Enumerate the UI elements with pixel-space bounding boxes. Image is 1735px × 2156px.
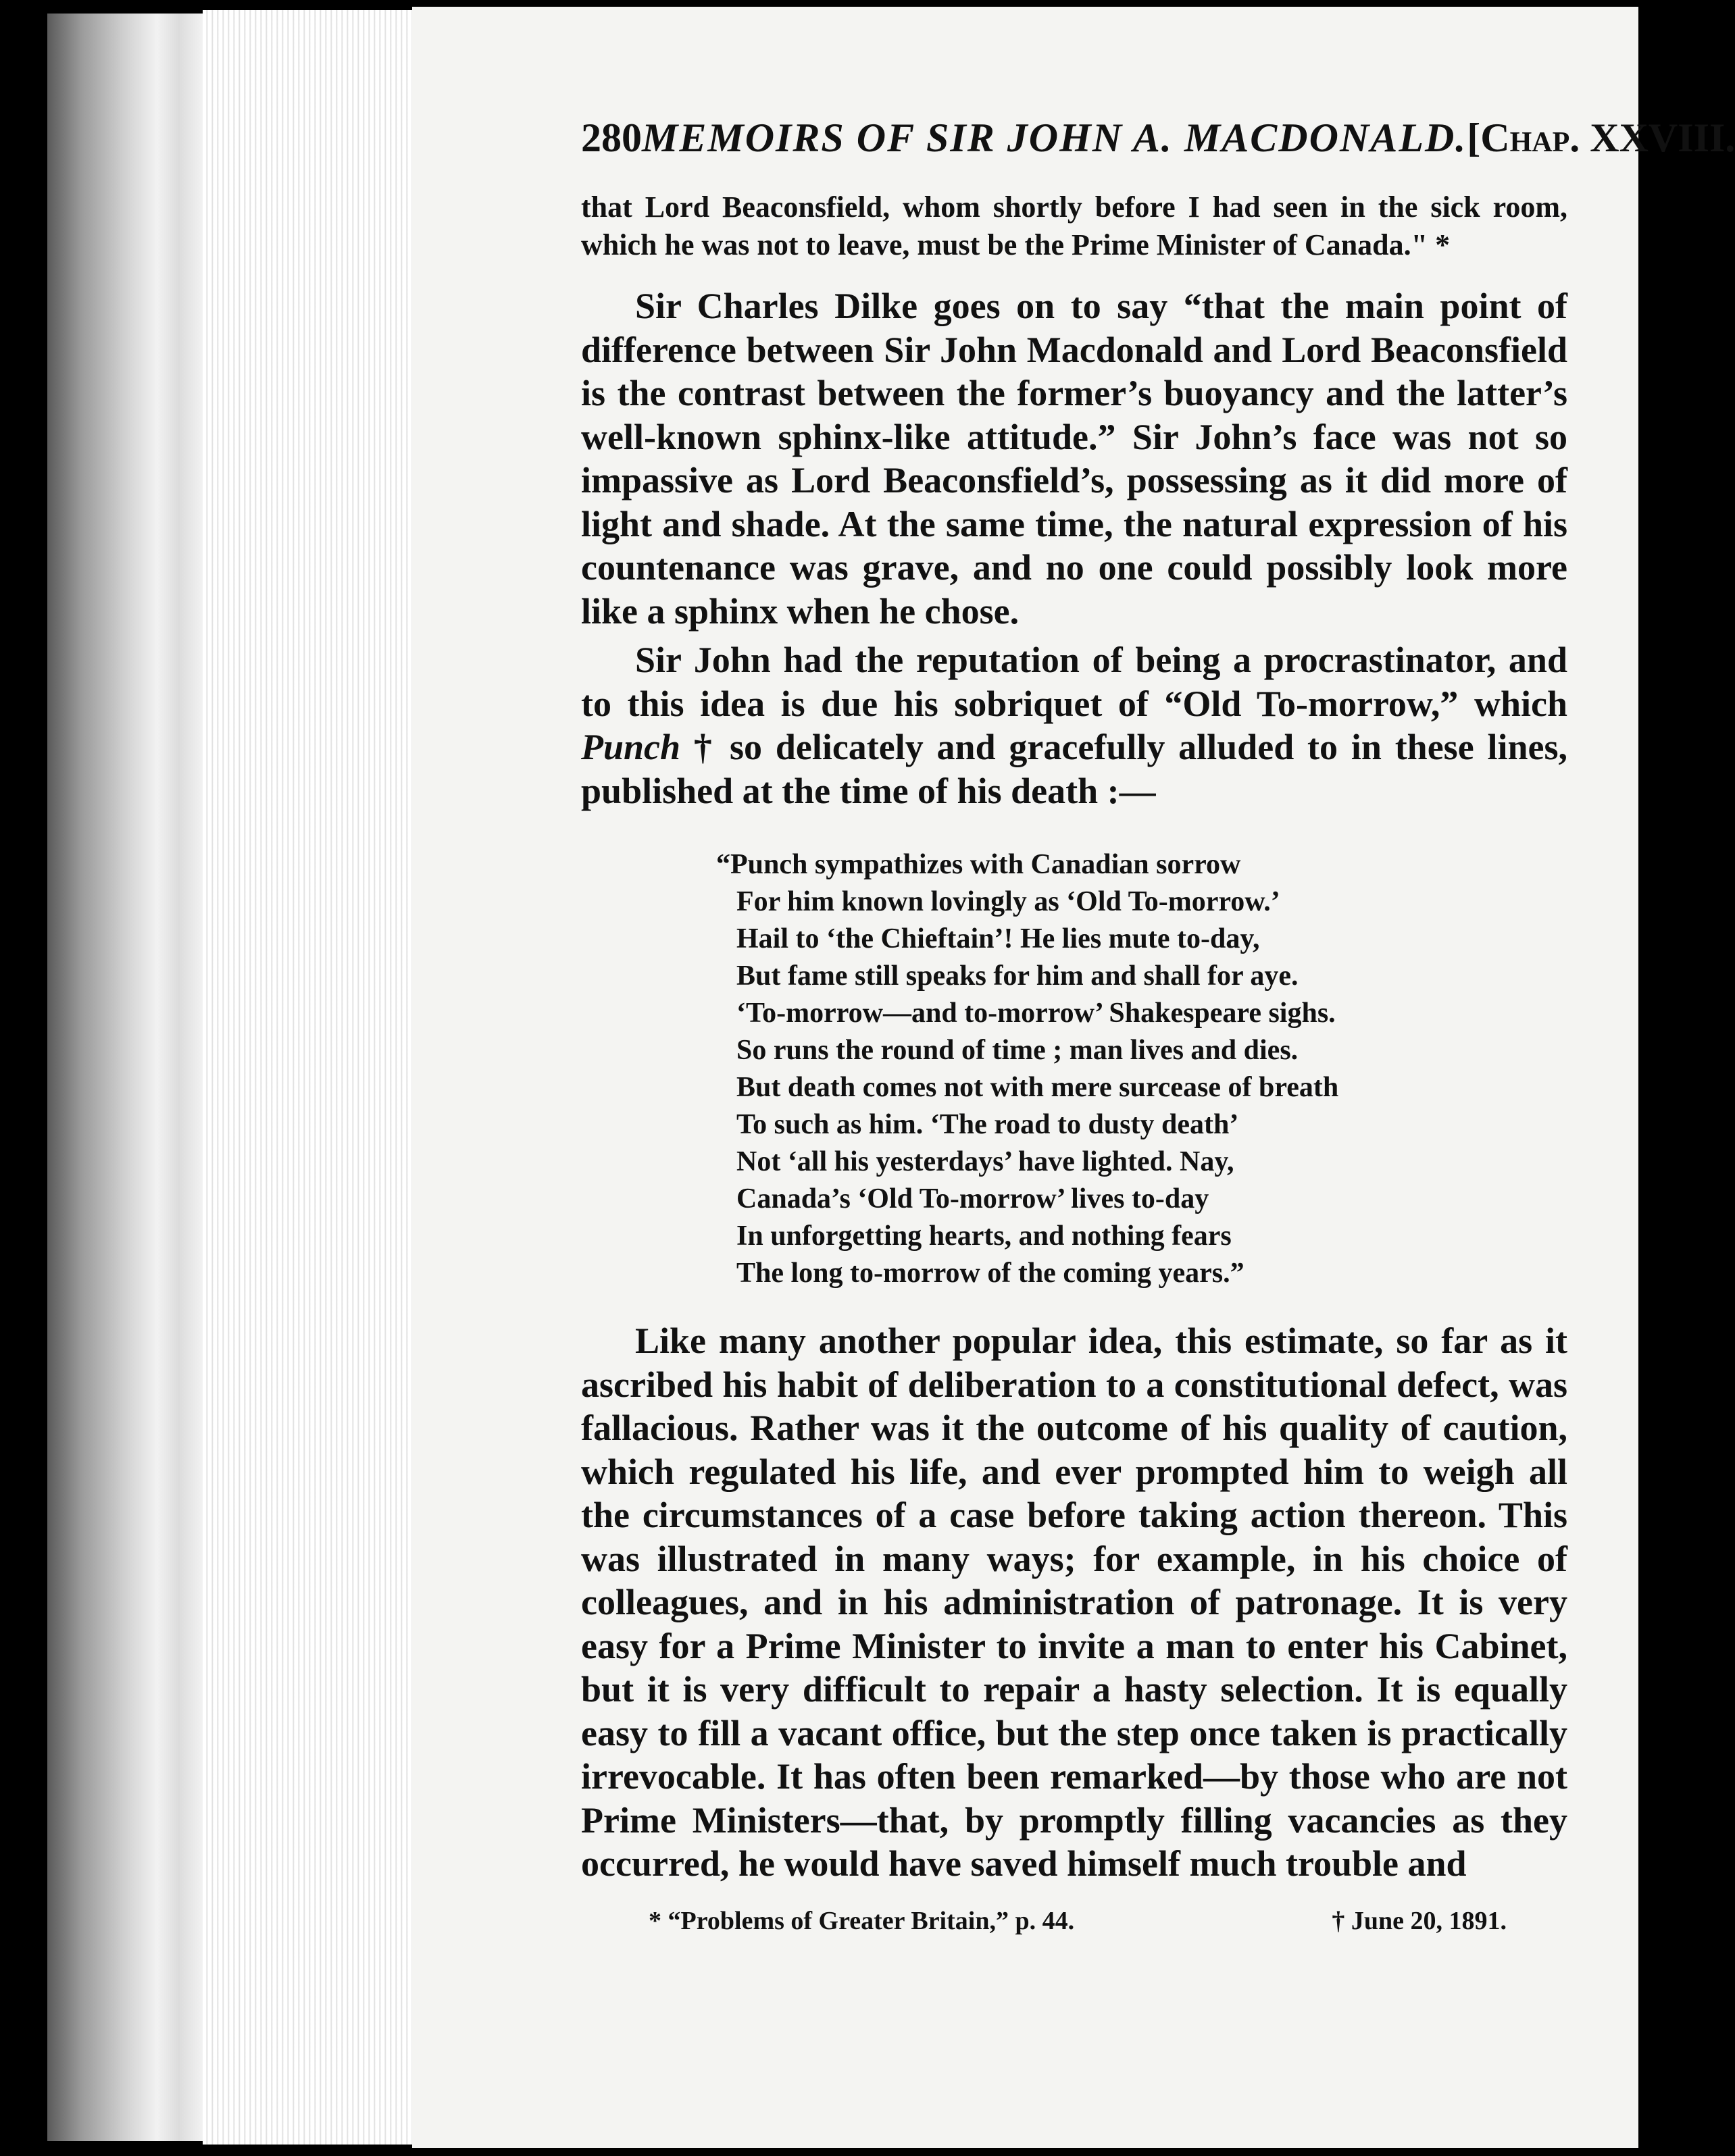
verse-line: To such as him. ‘The road to dusty death’ xyxy=(736,1109,1239,1140)
verse-line: “Punch sympathizes with Canadian sorrow xyxy=(716,849,1241,880)
page-number: 280 xyxy=(581,116,642,160)
verse-line: But death comes not with mere surcease of breath xyxy=(736,1072,1339,1103)
continued-quote: that Lord Beaconsfield, whom shortly before I had seen in the sick room, which he was not to leave, must be the Prime Minister of Canada." * xyxy=(581,190,1567,261)
verse-line: But fame still speaks for him and shall for aye. xyxy=(736,960,1299,992)
book-title: MEMOIRS OF SIR JOHN A. MACDONALD. xyxy=(642,116,1467,160)
verse-line: Hail to ‘the Chieftain’! He lies mute to-day, xyxy=(736,923,1260,954)
verse-line: In unforgetting hearts, and nothing fears xyxy=(736,1221,1232,1252)
paragraph-caution: Like many another popular idea, this estimate, so far as it ascribed his habit of deliberation to a constitutional defect, was fallacious. Rather was it the outcome of his quality of caution, which regulated his life, and ever prompted him to weigh all the circumstances of a case before taking action thereon. This was illustrated in many ways; for example, in his choice of colleagues, and in his administration of patronage. It is very easy for a Prime Minister to invite a man to enter his Cabinet, but it is very difficult to repair a hasty selection. It is equally easy to fill a vacant office, but the step once taken is practically irrevocable. It has often been remarked—by those who are not Prime Ministers—that, by promptly filling vacancies as they occurred, he would have saved himself much trouble and xyxy=(581,1320,1567,1884)
running-head xyxy=(581,115,1735,161)
footnotes xyxy=(581,1906,1567,1936)
verse-line: The long to-morrow of the coming years.” xyxy=(736,1258,1244,1289)
verse-line: ‘To-morrow—and to-morrow’ Shakespeare sighs. xyxy=(736,998,1336,1029)
verse-line: Canada’s ‘Old To-morrow’ lives to-day xyxy=(736,1183,1209,1214)
paragraph-old-tomorrow-before: Sir John had the reputation of being a procrastinator, and to this idea is due his sobriquet of “Old To-morrow,” which xyxy=(581,640,1567,724)
paragraph-old-tomorrow-after: † so delicately and gracefully alluded to in these lines, published at the time of his death :— xyxy=(581,727,1567,811)
page-stack-edges xyxy=(203,10,419,2145)
punch-italic: Punch xyxy=(581,727,681,767)
paragraph-old-tomorrow xyxy=(581,638,1567,813)
verse-line: Not ‘all his yesterdays’ have lighted. Nay, xyxy=(736,1146,1234,1177)
book-edge xyxy=(47,14,216,2141)
verse-line: For him known lovingly as ‘Old To-morrow.’ xyxy=(736,886,1280,917)
footnote-dagger: † June 20, 1891. xyxy=(1332,1906,1507,1935)
punch-verse xyxy=(716,846,1567,1292)
chapter-label: [Chap. XXVIII. xyxy=(1467,116,1735,160)
right-border xyxy=(1638,0,1694,2156)
page-content xyxy=(581,115,1735,1936)
paragraph-dilke: Sir Charles Dilke goes on to say “that the main point of difference between Sir John Macdonald and Lord Beaconsfield is the contrast between the former’s buoyancy and the latter’s well-known sphinx-like attitude.” Sir John’s face was not so impassive as Lord Beaconsfield’s, possessing as it did more of light and shade. At the same time, the natural expression of his countenance was grave, and no one could possibly look more like a sphinx when he chose. xyxy=(581,286,1567,632)
footnote-star: * “Problems of Greater Britain,” p. 44. xyxy=(649,1906,1075,1935)
verse-line: So runs the round of time ; man lives and dies. xyxy=(736,1035,1299,1066)
